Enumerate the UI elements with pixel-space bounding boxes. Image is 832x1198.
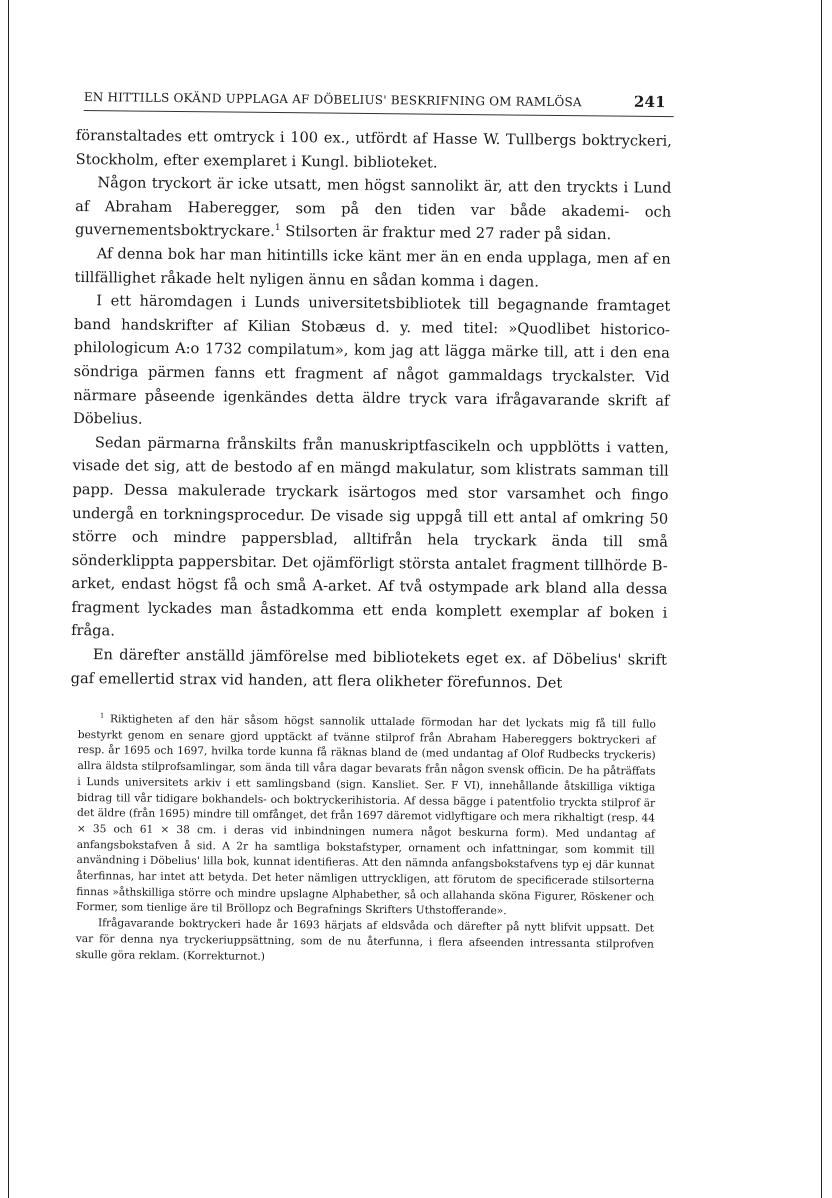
footnote-reference: 1 [274, 223, 281, 234]
page-number: 241 [633, 92, 666, 112]
running-header [84, 86, 674, 117]
running-title: EN HITTILLS OKÄND UPPLAGA AF DÖBELIUS' BESKRIFNING OM RAMLÖSA [83, 89, 582, 110]
footnote-1 [76, 712, 656, 922]
paragraph-2-part-b: Stilsorten är fraktur med 27 rader på sidan. [280, 223, 612, 244]
body-text [71, 124, 672, 696]
footnote-mark: 1 [99, 711, 105, 720]
footnote-1-text: Riktigheten af den här såsom högst sannolik uttalade förmodan har det lyckats mig få till fullo bestyrkt genom en senare gjord upptäckt af tvänne stilprof från Abraham Habereggers boktryckeri af resp. år 1695 och 1697, hvilka torde kunna få räknas bland de (med undantag af Olof Rudbecks tryckeris) allra äldsta stilprofsamlingar, som ända till våra dagar bevarats från någon svensk officin. De ha påträffats i Lunds universitets arkiv i ett samlingsband (sign. Kansliet. Ser. F VI), innehållande åtskilliga viktiga bidrag till vår tidigare bokhandels- och boktryckerihistoria. Af dessa bägge i patentfolio tryckta stilprof är det äldre (från 1695) mindre till omfånget, det från 1697 däremot vidlyftigare och mera rikhaltigt (resp. 44 × 35 och 61 × 38 cm. i deras vid inbindningen numera något beskurna form). Med undantag af anfangsbokstafven å sid. A 2r ha samtliga bokstafstyper, ornament och infattningar, som kommit till användning i Döbelius' lilla bok, kunnat identifieras. Att den nämnda anfangsbokstafvens typ ej där kunnat återfinnas, har intet att betyda. Det heter nämligen uttryckligen, att förutom de specificerade stilsorterna finnas »åthskilliga större och mindre upslagne Alphabether, så och allahanda sköna Figurer, Röskener och Former, som tienlige äre til Bröllopz och Begrafnings Skrifters Uthstofferande». [76, 713, 656, 918]
paragraph-2 [75, 171, 672, 247]
footnotes [76, 712, 656, 969]
footnote-2: Ifrågavarande boktryckeri hade år 1693 härjats af eldsvåda och därefter på nytt blifvit uppsatt. Det var för denna nya tryckeriuppsättning, som de nu återfunna, i flera afseenden intressanta stilprofven skulle göra reklam. (Korrekturnot.) [75, 917, 655, 963]
page-edge-left [8, 0, 9, 1198]
paragraph-4: I ett häromdagen i Lunds universitetsbibliotek till begagnande framtaget band handskrifter af Kilian Stobæus d. y. med titel: »Quodlibet historico-philologicum A:o 1732 compilatum», kom jag att lägga märke till, att i den ena söndriga pärmen fanns ett fragment af något gammaldags tryckalster. Vid närmare påseende igenkändes detta äldre tryck vara ifrågavarande skrift af Döbelius. [73, 292, 671, 428]
paragraph-3: Af denna bok har man hitintills icke känt mer än en enda upplaga, men af en tillfällighet råkade helt nyligen ännu en sådan komma i dagen. [74, 245, 671, 291]
paragraph-5: Sedan pärmarna frånskilts från manuskriptfascikeln och uppblötts i vatten, visade det sig, att de bestodo af en mängd makulatur, som klistrats samman till papp. Dessa makulerade tryckark isärtogos med stor varsamhet och fingo undergå en torkningsprocedur. De visade sig uppgå till ett antal af omkring 50 större och mindre pappersblad, alltifrån hela tryckark ända till små sönderklippta pappersbitar. Det ojämförligt största antalet fragment tillhörde B-arket, endast högst få och små A-arket. Af två ostympade ark bland alla dessa fragment lyckades man åstadkomma ett enda komplett exemplar af boken i fråga. [71, 433, 669, 640]
page-edge-right [821, 0, 822, 1198]
paragraph-2-part-a: Någon tryckort är icke utsatt, men högst sannolikt är, att den tryckts i Lund af Abraham Haberegger, som på den tiden var både akademi- och guvernementsboktryckare. [74, 174, 672, 241]
paragraph-6: En därefter anställd jämförelse med bibliotekets eget ex. af Döbelius' skrift gaf emellertid strax vid handen, att flera olikheter förefunnos. Det [70, 646, 667, 692]
paragraph-1: föranstaltades ett omtryck i 100 ex., utfördt af Hasse W. Tullbergs boktryckeri, Stockholm, efter exemplaret i Kungl. biblioteket. [75, 126, 672, 172]
